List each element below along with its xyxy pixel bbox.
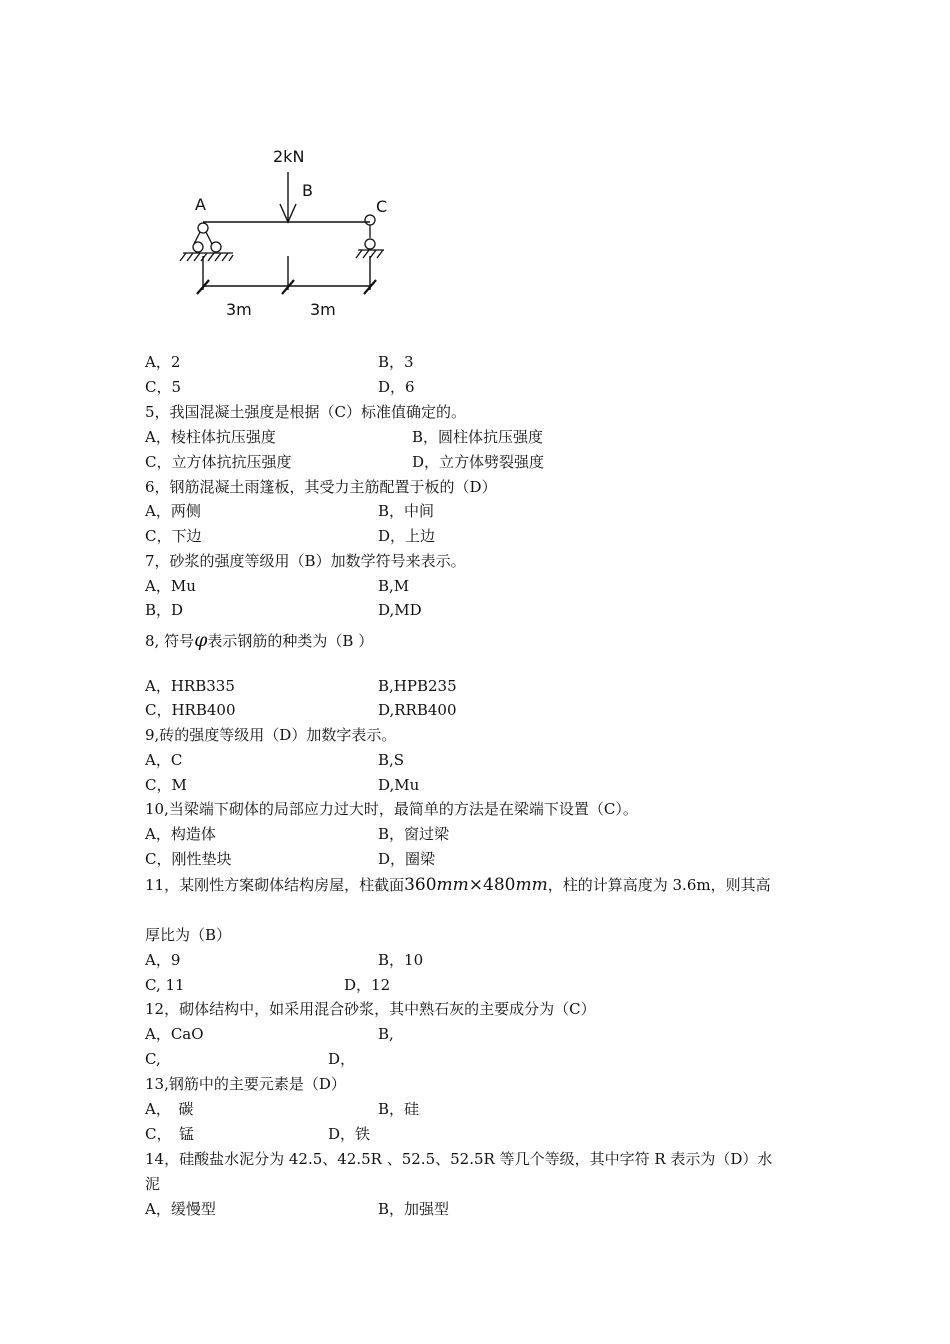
q12-option-a: A，CaO [145, 1025, 204, 1043]
q12-option-b: B, [378, 1025, 394, 1043]
q11-prefix: 11，某刚性方案砌体结构房屋，柱截面 [145, 876, 405, 894]
q14-question-cont: 泥 [145, 1175, 161, 1193]
q4-option-c: C，5 [145, 378, 182, 396]
q5-option-d: D，立方体劈裂强度 [412, 453, 545, 471]
q8-option-d: D,RRB400 [378, 701, 457, 719]
point-c-label: C [376, 197, 388, 216]
q7-option-a: A，Mu [145, 577, 196, 595]
q5-option-c: C，立方体抗抗压强度 [145, 453, 292, 471]
q9-option-c: C，M [145, 776, 187, 794]
q14-option-a: A，缓慢型 [145, 1200, 216, 1218]
beam-diagram [170, 140, 410, 330]
q7-question: 7，砂浆的强度等级用（B）加数学符号来表示。 [145, 552, 466, 570]
q12-question: 12，砌体结构中，如采用混合砂浆，其中熟石灰的主要成分为（C） [145, 1000, 596, 1018]
q8-question [145, 630, 373, 651]
q9-question: 9,砖的强度等级用（D）加数字表示。 [145, 726, 397, 744]
q8-suffix: 表示钢筋的种类为（B ） [207, 632, 374, 650]
q11-question-cont: 厚比为（B） [145, 926, 232, 944]
q4-option-d: D，6 [378, 378, 415, 396]
q5-option-b: B，圆柱体抗压强度 [412, 428, 544, 446]
q5-option-a: A，棱柱体抗压强度 [145, 428, 276, 446]
q13-question: 13,钢筋中的主要元素是（D） [145, 1075, 346, 1093]
support-a [180, 223, 233, 261]
q13-option-c: C， 锰 [145, 1125, 194, 1143]
q10-option-d: D，圈梁 [378, 850, 436, 868]
q14-question: 14，硅酸盐水泥分为 42.5、42.5R 、52.5、52.5R 等几个等级，其中字符 R 表示为（D）水 [145, 1150, 773, 1168]
q12-option-d: D， [328, 1050, 356, 1068]
formula-number-1: 360 [404, 875, 437, 895]
span1-label: 3m [226, 300, 252, 319]
q8-option-c: C，HRB400 [145, 701, 236, 719]
point-b-label: B [302, 181, 313, 200]
section-formula [404, 875, 548, 895]
q10-option-a: A，构造体 [145, 825, 216, 843]
formula-unit-1: mm [436, 875, 469, 895]
q12-option-c: C, [145, 1050, 161, 1068]
q7-option-c: B，D [145, 601, 184, 619]
q11-option-c: C, 11 [145, 976, 185, 994]
q10-question: 10,当梁端下砌体的局部应力过大时，最简单的方法是在梁端下设置（C）。 [145, 800, 638, 818]
q8-prefix: 8, 符号 [145, 632, 195, 650]
q7-option-d: D,MD [378, 601, 422, 619]
q13-option-b: B，硅 [378, 1100, 420, 1118]
q9-option-a: A，C [145, 751, 183, 769]
q10-option-b: B，窗过梁 [378, 825, 450, 843]
q10-option-c: C，刚性垫块 [145, 850, 232, 868]
q13-option-a: A， 碳 [145, 1100, 194, 1118]
load-label: 2kN [273, 147, 305, 166]
q11-question [145, 875, 771, 895]
q8-option-b: B,HPB235 [378, 677, 457, 695]
q6-option-a: A，两侧 [145, 502, 201, 520]
q6-question: 6，钢筋混凝土雨篷板，其受力主筋配置于板的（D） [145, 478, 497, 496]
q8-option-a: A，HRB335 [145, 677, 235, 695]
phi-symbol: φ [194, 629, 208, 651]
q7-option-b: B,M [378, 577, 410, 595]
q6-option-b: B，中间 [378, 502, 435, 520]
formula-times: × [468, 875, 484, 895]
q11-option-b: B，10 [378, 951, 424, 969]
q11-option-a: A，9 [145, 951, 181, 969]
q14-option-b: B，加强型 [378, 1200, 450, 1218]
q5-question: 5，我国混凝土强度是根据（C）标准值确定的。 [145, 403, 467, 421]
point-a-label: A [195, 195, 206, 214]
q13-option-d: D，铁 [328, 1125, 371, 1143]
q4-option-b: B，3 [378, 353, 414, 371]
q11-option-d: D，12 [344, 976, 391, 994]
dimension-line [197, 256, 376, 294]
q6-option-c: C，下边 [145, 527, 202, 545]
formula-unit-2: mm [515, 875, 548, 895]
q6-option-d: D，上边 [378, 527, 436, 545]
formula-number-2: 480 [483, 875, 516, 895]
q9-option-d: D,Mu [378, 776, 420, 794]
span2-label: 3m [310, 300, 336, 319]
q11-suffix: ，柱的计算高度为 3.6m，则其高 [547, 876, 771, 894]
q9-option-b: B,S [378, 751, 405, 769]
q4-option-a: A，2 [145, 353, 181, 371]
